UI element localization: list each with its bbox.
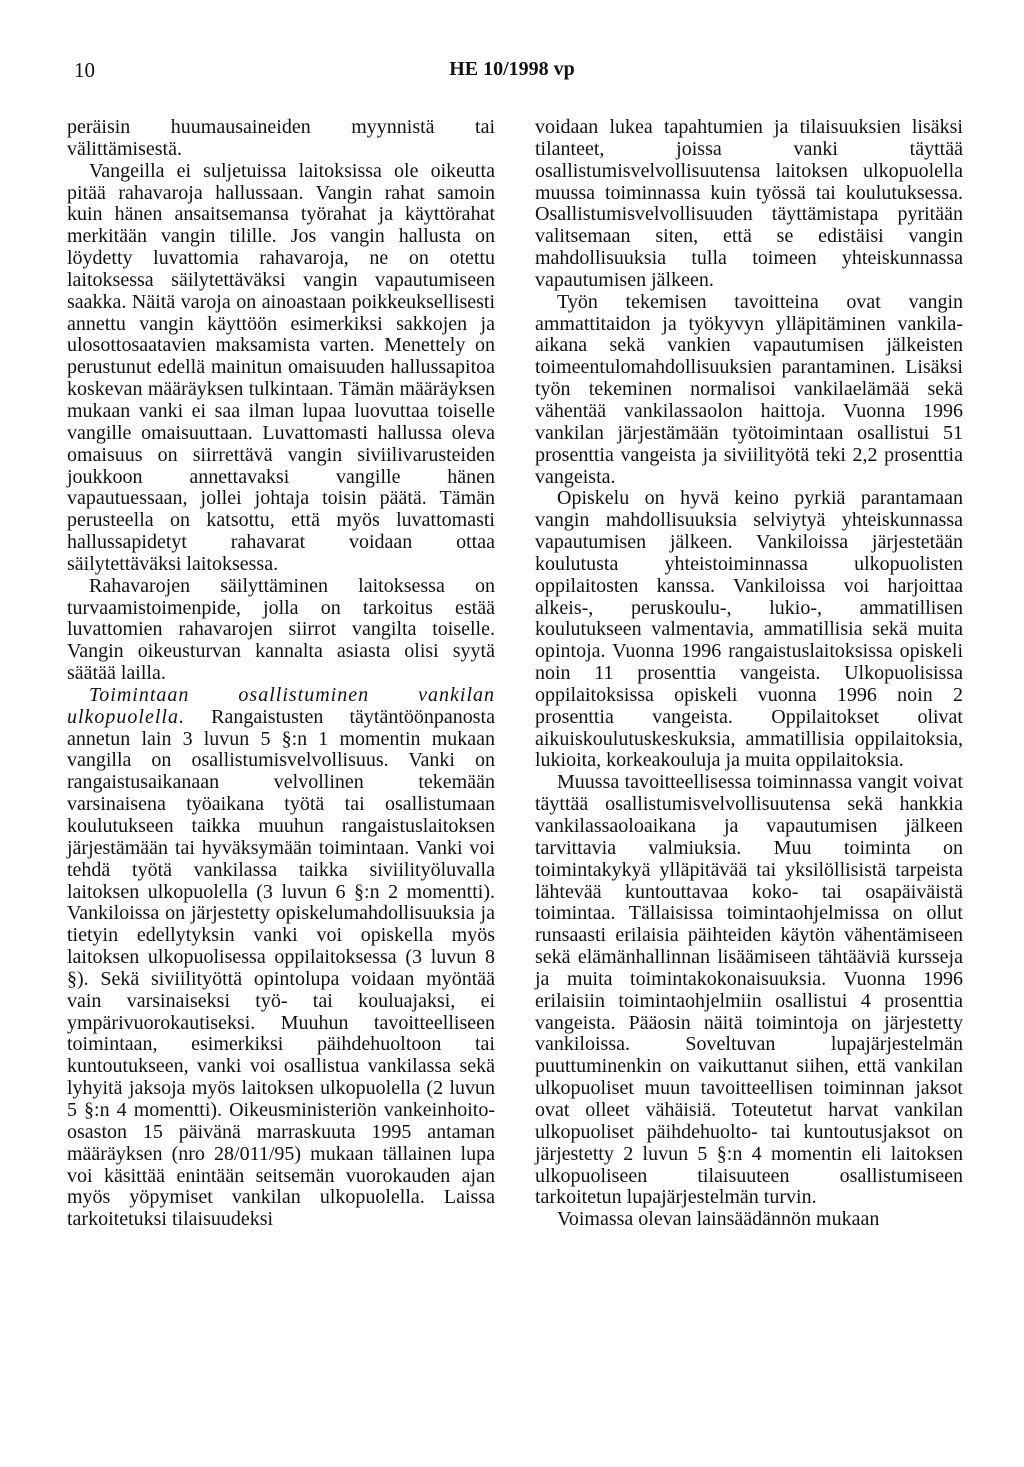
paragraph: Voimassa olevan lainsäädännön mukaan: [557, 1208, 880, 1231]
document-header-title: HE 10/1998 vp: [449, 58, 575, 80]
section-heading: Toimintaan osallistuminen vankilan ulkopuolella.: [67, 683, 495, 728]
paragraph: voidaan lukea tapahtumien ja tilaisuuksien lisäksi tilanteet, joissa vanki täyttää osallistumisvelvollisuutensa laitoksen ulkopuolella muussa toiminnassa kuin työssä tai koulutuksessa. Osallistumisvelvollisuuden täyttämistapa pyritään valitsemaan siten, että se edistäisi vangin mahdollisuuksia tulla toimeen yhteiskunnassa vapautumisen jälkeen.: [535, 116, 963, 291]
paragraph: Muussa tavoitteellisessa toiminnassa vangit voivat täyttää osallistumisvelvollisuutensa sekä hankkia vankilassaoloaikana ja vapautumisen jälkeen tarvittavia valmiuksia. Muu toiminta on toimintakykyä ylläpitävää tai yksilöllisistä tarpeista lähtevää kuntouttavaa koko- tai osapäiväistä toimintaa. Tällaisissa toimintaohjelmissa on ollut runsaasti erilaisia päihteiden käytön vähentämiseen sekä elämänhallinnan lisäämiseen tähtääviä kursseja ja muita toimintakokonaisuuksia. Vuonna 1996 erilaisiin toimintaohjelmiin osallistui 4 prosenttia vangeista. Pääosin näitä toimintoja on järjestetty vankiloissa. Soveltuvan lupajärjestelmän puuttuminenkin on vaikuttanut siihen, että vankilan ulkopuoliset muun tavoitteellisen toiminnan jaksot ovat olleet vähäisiä. Toteutetut harvat vankilan ulkopuoliset päihdehuolto- tai kuntoutusjaksot on järjestetty 2 luvun 5 §:n 4 momentin eli laitoksen ulkopuoliseen tilaisuuteen osallistumiseen tarkoitetun lupajärjestelmän turvin.: [535, 771, 963, 1209]
left-column: [67, 117, 495, 1231]
paragraph-body: Rangaistusten täytäntöönpanosta annetun lain 3 luvun 5 §:n 1 momentin mukaan vangilla on osallistumisvelvollisuus. Vanki on rangaistusaikanaan velvollinen tekemään varsinaisena työaikana työtä tai osallistumaan koulutukseen taikka muuhun rangaistuslaitoksen järjestämään tai hyväksymään toimintaan. Vanki voi tehdä työtä vankilassa taikka siviilityöluvalla laitoksen ulkopuolella (3 luvun 6 §:n 2 momentti). Vankiloissa on järjestetty opiskelumahdollisuuksia ja tietyin edellytyksin vanki voi opiskella myös laitoksen ulkopuolisessa oppilaitoksessa (3 luvun 8 §). Sekä siviilityöttä opintolupa voidaan myöntää vain varsinaiseksi työ- tai kouluajaksi, ei ympärivuorokautiseksi. Muuhun tavoitteelliseen toimintaan, esimerkiksi päihdehuoltoon tai kuntoutukseen, vanki voi osallistua vankilassa sekä lyhyitä jaksoja myös laitoksen ulkopuolella (2 luvun 5 §:n 4 momentti). Oikeusministeriön vankeinhoito-osaston 15 päivänä marraskuuta 1995 antaman määräyksen (nro 28/011/95) mukaan tällainen lupa voi käsittää enintään seitsemän vuorokauden ajan myös yöpymiset vankilan ulkopuolella. Laissa tarkoitetuksi tilaisuudeksi: [67, 705, 495, 1231]
paragraph: Rahavarojen säilyttäminen laitoksessa on turvaamistoimenpide, jolla on tarkoitus estää luvattomien rahavarojen siirrot vangilta toiselle. Vangin oikeusturvan kannalta asiasta olisi syytä säätää lailla.: [67, 574, 495, 685]
paragraph: Opiskelu on hyvä keino pyrkiä parantamaan vangin mahdollisuuksia selviytyä yhteiskunnassa vapautumisen jälkeen. Vankiloissa järjestetään koulutusta yhteistoiminnassa ulkopuolisten oppilaitosten kanssa. Vankiloissa voi harjoittaa alkeis-, peruskoulu-, lukio-, ammatillisen koulutukseen valmentavia, ammatillisia sekä muita opintoja. Vuonna 1996 rangaistuslaitoksissa opiskeli noin 11 prosenttia vangeista. Ulkopuolisissa oppilaitoksissa opiskeli vuonna 1996 noin 2 prosenttia vangeista. Oppilaitokset olivat aikuiskoulutuskeskuksia, ammatillisia oppilaitoksia, lukioita, korkeakouluja ja muita oppilaitoksia.: [535, 487, 963, 772]
paragraph: Vangeilla ei suljetuissa laitoksissa ole oikeutta pitää rahavaroja hallussaan. Vangin rahat samoin kuin hänen ansaitsemansa työrahat ja käyttörahat merkitään vangin tilille. Jos vangin hallusta on löydetty luvattomia rahavaroja, ne on otettu laitoksessa säilytettäväksi vangin vapautumiseen saakka. Näitä varoja on ainoastaan poikkeuksellisesti annettu vangin käyttöön esimerkiksi sakkojen ja ulosottosaatavien maksamista varten. Menettely on perustunut edellä mainitun omaisuuden hallussapitoa koskevan määräyksen tulkintaan. Tämän määräyksen mukaan vanki ei saa ilman lupaa luovuttaa toiselle vangille omaisuuttaan. Luvattomasti hallussa oleva omaisuus on siirrettävä vangin siviilivarusteiden joukkoon annettavaksi vangille hänen vapautuessaan, jollei johtaja toisin päätä. Tämän perusteella on katsottu, että myös luvattomasti hallussapidetyt rahavarat voidaan ottaa säilytettäväksi laitoksessa.: [67, 159, 495, 575]
paragraph: [67, 685, 495, 1231]
paragraph: peräisin huumausaineiden myynnistä tai välittämisestä.: [67, 116, 495, 160]
page-number: 10: [74, 58, 95, 82]
paragraph: Työn tekemisen tavoitteina ovat vangin ammattitaidon ja työkyvyn ylläpitäminen vankila-aikana sekä vankien vapautumisen jälkeisten toimeentulomahdollisuuksien parantaminen. Lisäksi työn tekeminen normalisoi vankilaelämää sekä vähentää vankilassaolon haittoja. Vuonna 1996 vankilan järjestämään työtoimintaan osallistui 51 prosenttia vangeista ja siviilityötä teki 2,2 prosenttia vangeista.: [535, 290, 963, 488]
right-column: [535, 117, 963, 1231]
